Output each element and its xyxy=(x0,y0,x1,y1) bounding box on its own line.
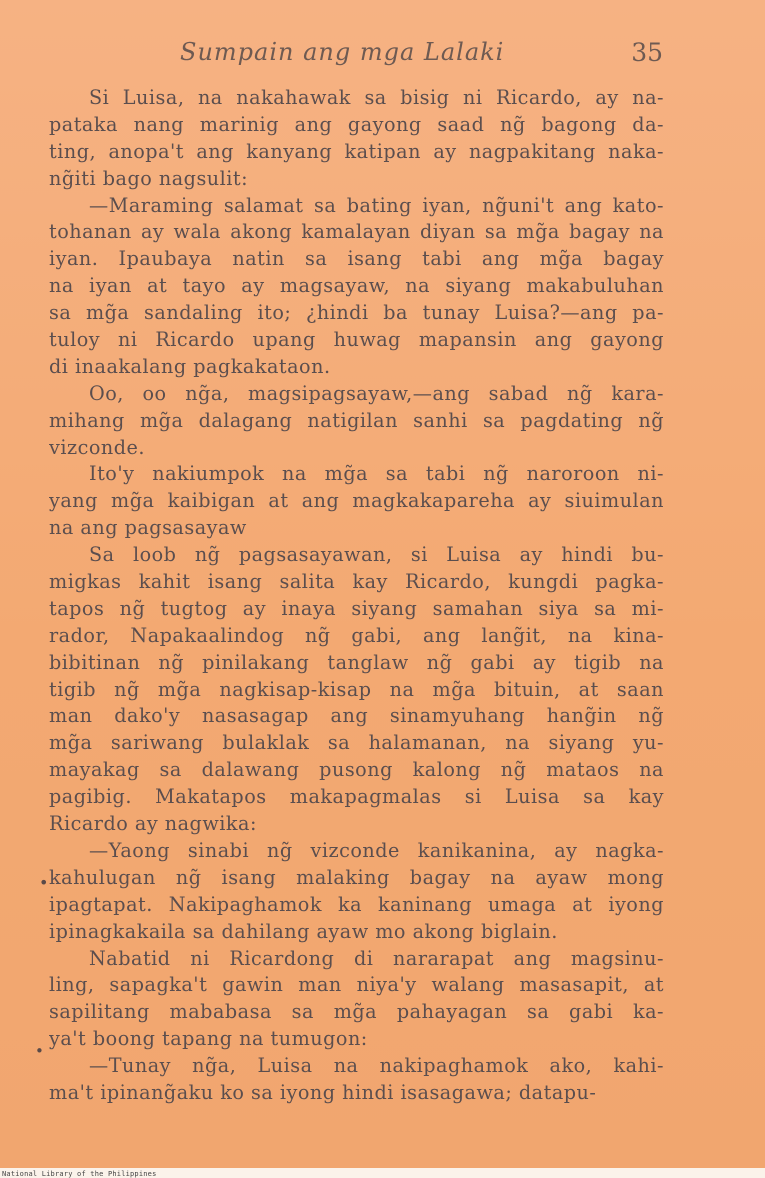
text-line: Ricardo ay nagwika: xyxy=(49,812,257,836)
text-line: Nabatid ni Ricardong di nararapat ang magsinu- xyxy=(89,946,664,970)
running-title: Sumpain ang mga Lalaki xyxy=(180,38,505,66)
text-line: ipagtapat. Nakipaghamok ka kaninang umaga at iyong xyxy=(49,892,664,916)
text-line: mg̃a sariwang bulaklak sa halamanan, na siyang yu- xyxy=(49,731,664,755)
paragraph xyxy=(49,1053,664,1107)
text-line: rador, Napakaalindog ng̃ gabi, ang lang̃it, na kina- xyxy=(49,623,664,647)
text-line: pataka nang marinig ang gayong saad ng̃ bagong da- xyxy=(49,112,664,136)
text-line: sapilitang mababasa sa mg̃a pahayagan sa gabi ka- xyxy=(49,1000,664,1024)
paragraph xyxy=(49,946,664,1054)
text-line: tigib ng̃ mg̃a nagkisap-kisap na mg̃a bituin, at saan xyxy=(49,677,664,701)
text-line: ting, anopa't ang kanyang katipan ay nagpakitang naka- xyxy=(49,139,664,163)
text-line: mayakag sa dalawang pusong kalong ng̃ mataos na xyxy=(49,758,664,782)
text-line: Si Luisa, na nakahawak sa bisig ni Ricardo, ay na- xyxy=(89,86,664,109)
paragraph xyxy=(49,381,664,462)
text-line: pagibig. Makatapos makapagmalas si Luisa sa kay xyxy=(49,785,664,809)
margin-mark: • xyxy=(35,1042,44,1060)
text-line: bibitinan ng̃ pinilakang tanglaw ng̃ gabi ay tigib na xyxy=(49,650,664,674)
text-line: na ang pagsasayaw xyxy=(49,516,247,540)
text-line: ling, sapagka't gawin man niya'y walang masasapit, at xyxy=(49,973,664,997)
text-line: ng̃iti bago nagsulit: xyxy=(49,166,249,190)
text-line: —Maraming salamat sa bating iyan, ng̃uni't ang kato- xyxy=(89,193,664,217)
text-line: ma't ipinang̃aku ko sa iyong hindi isasagawa; datapu- xyxy=(49,1080,597,1104)
text-line: tohanan ay wala akong kamalayan diyan sa mg̃a bagay na xyxy=(49,220,664,244)
text-line: mihang mg̃a dalagang natigilan sanhi sa pagdating ng̃ xyxy=(49,408,664,432)
text-line: tuloy ni Ricardo upang huwag mapansin ang gayong xyxy=(49,328,664,352)
text-line: ya't boong tapang na tumugon: xyxy=(49,1027,368,1051)
text-line: ipinagkakaila sa dahilang ayaw mo akong biglain. xyxy=(49,919,558,943)
text-line: kahulugan ng̃ isang malaking bagay na ayaw mong xyxy=(49,865,664,889)
text-line: Ito'y nakiumpok na mg̃a sa tabi ng̃ naroroon ni- xyxy=(89,462,664,486)
text-line: Sa loob ng̃ pagsasayawan, si Luisa ay hindi bu- xyxy=(89,543,664,567)
running-head xyxy=(0,38,765,72)
text-line: vizconde. xyxy=(49,435,145,459)
text-line: tapos ng̃ tugtog ay inaya siyang samahan siya sa mi- xyxy=(49,596,664,620)
paragraph xyxy=(49,193,664,381)
text-line: di inaakalang pagkakataon. xyxy=(49,354,331,378)
text-line: man dako'y nasasagap ang sinamyuhang hang̃in ng̃ xyxy=(49,704,664,728)
text-line: iyan. Ipaubaya natin sa isang tabi ang mg̃a bagay xyxy=(49,247,664,271)
page-number: 35 xyxy=(631,38,663,67)
text-line: na iyan at tayo ay magsayaw, na siyang makabuluhan xyxy=(49,274,664,298)
text-line: yang mg̃a kaibigan at ang magkakapareha ay siuimulan xyxy=(49,489,664,513)
paragraph xyxy=(49,85,664,193)
body-text xyxy=(49,85,664,1107)
text-line: —Tunay ng̃a, Luisa na nakipaghamok ako, kahi- xyxy=(89,1054,664,1078)
paragraph xyxy=(49,542,664,838)
paragraph xyxy=(49,461,664,542)
paragraph xyxy=(49,838,664,946)
text-line: Oo, oo ng̃a, magsipagsayaw,—ang sabad ng̃ kara- xyxy=(89,381,664,405)
text-line: sa mg̃a sandaling ito; ¿hindi ba tunay Luisa?—ang pa- xyxy=(49,301,664,325)
library-credit: National Library of the Philippines xyxy=(2,1170,157,1178)
margin-mark: • xyxy=(39,873,49,892)
text-line: migkas kahit isang salita kay Ricardo, kungdi pagka- xyxy=(49,570,664,594)
text-line: —Yaong sinabi ng̃ vizconde kanikanina, ay nagka- xyxy=(89,838,664,862)
